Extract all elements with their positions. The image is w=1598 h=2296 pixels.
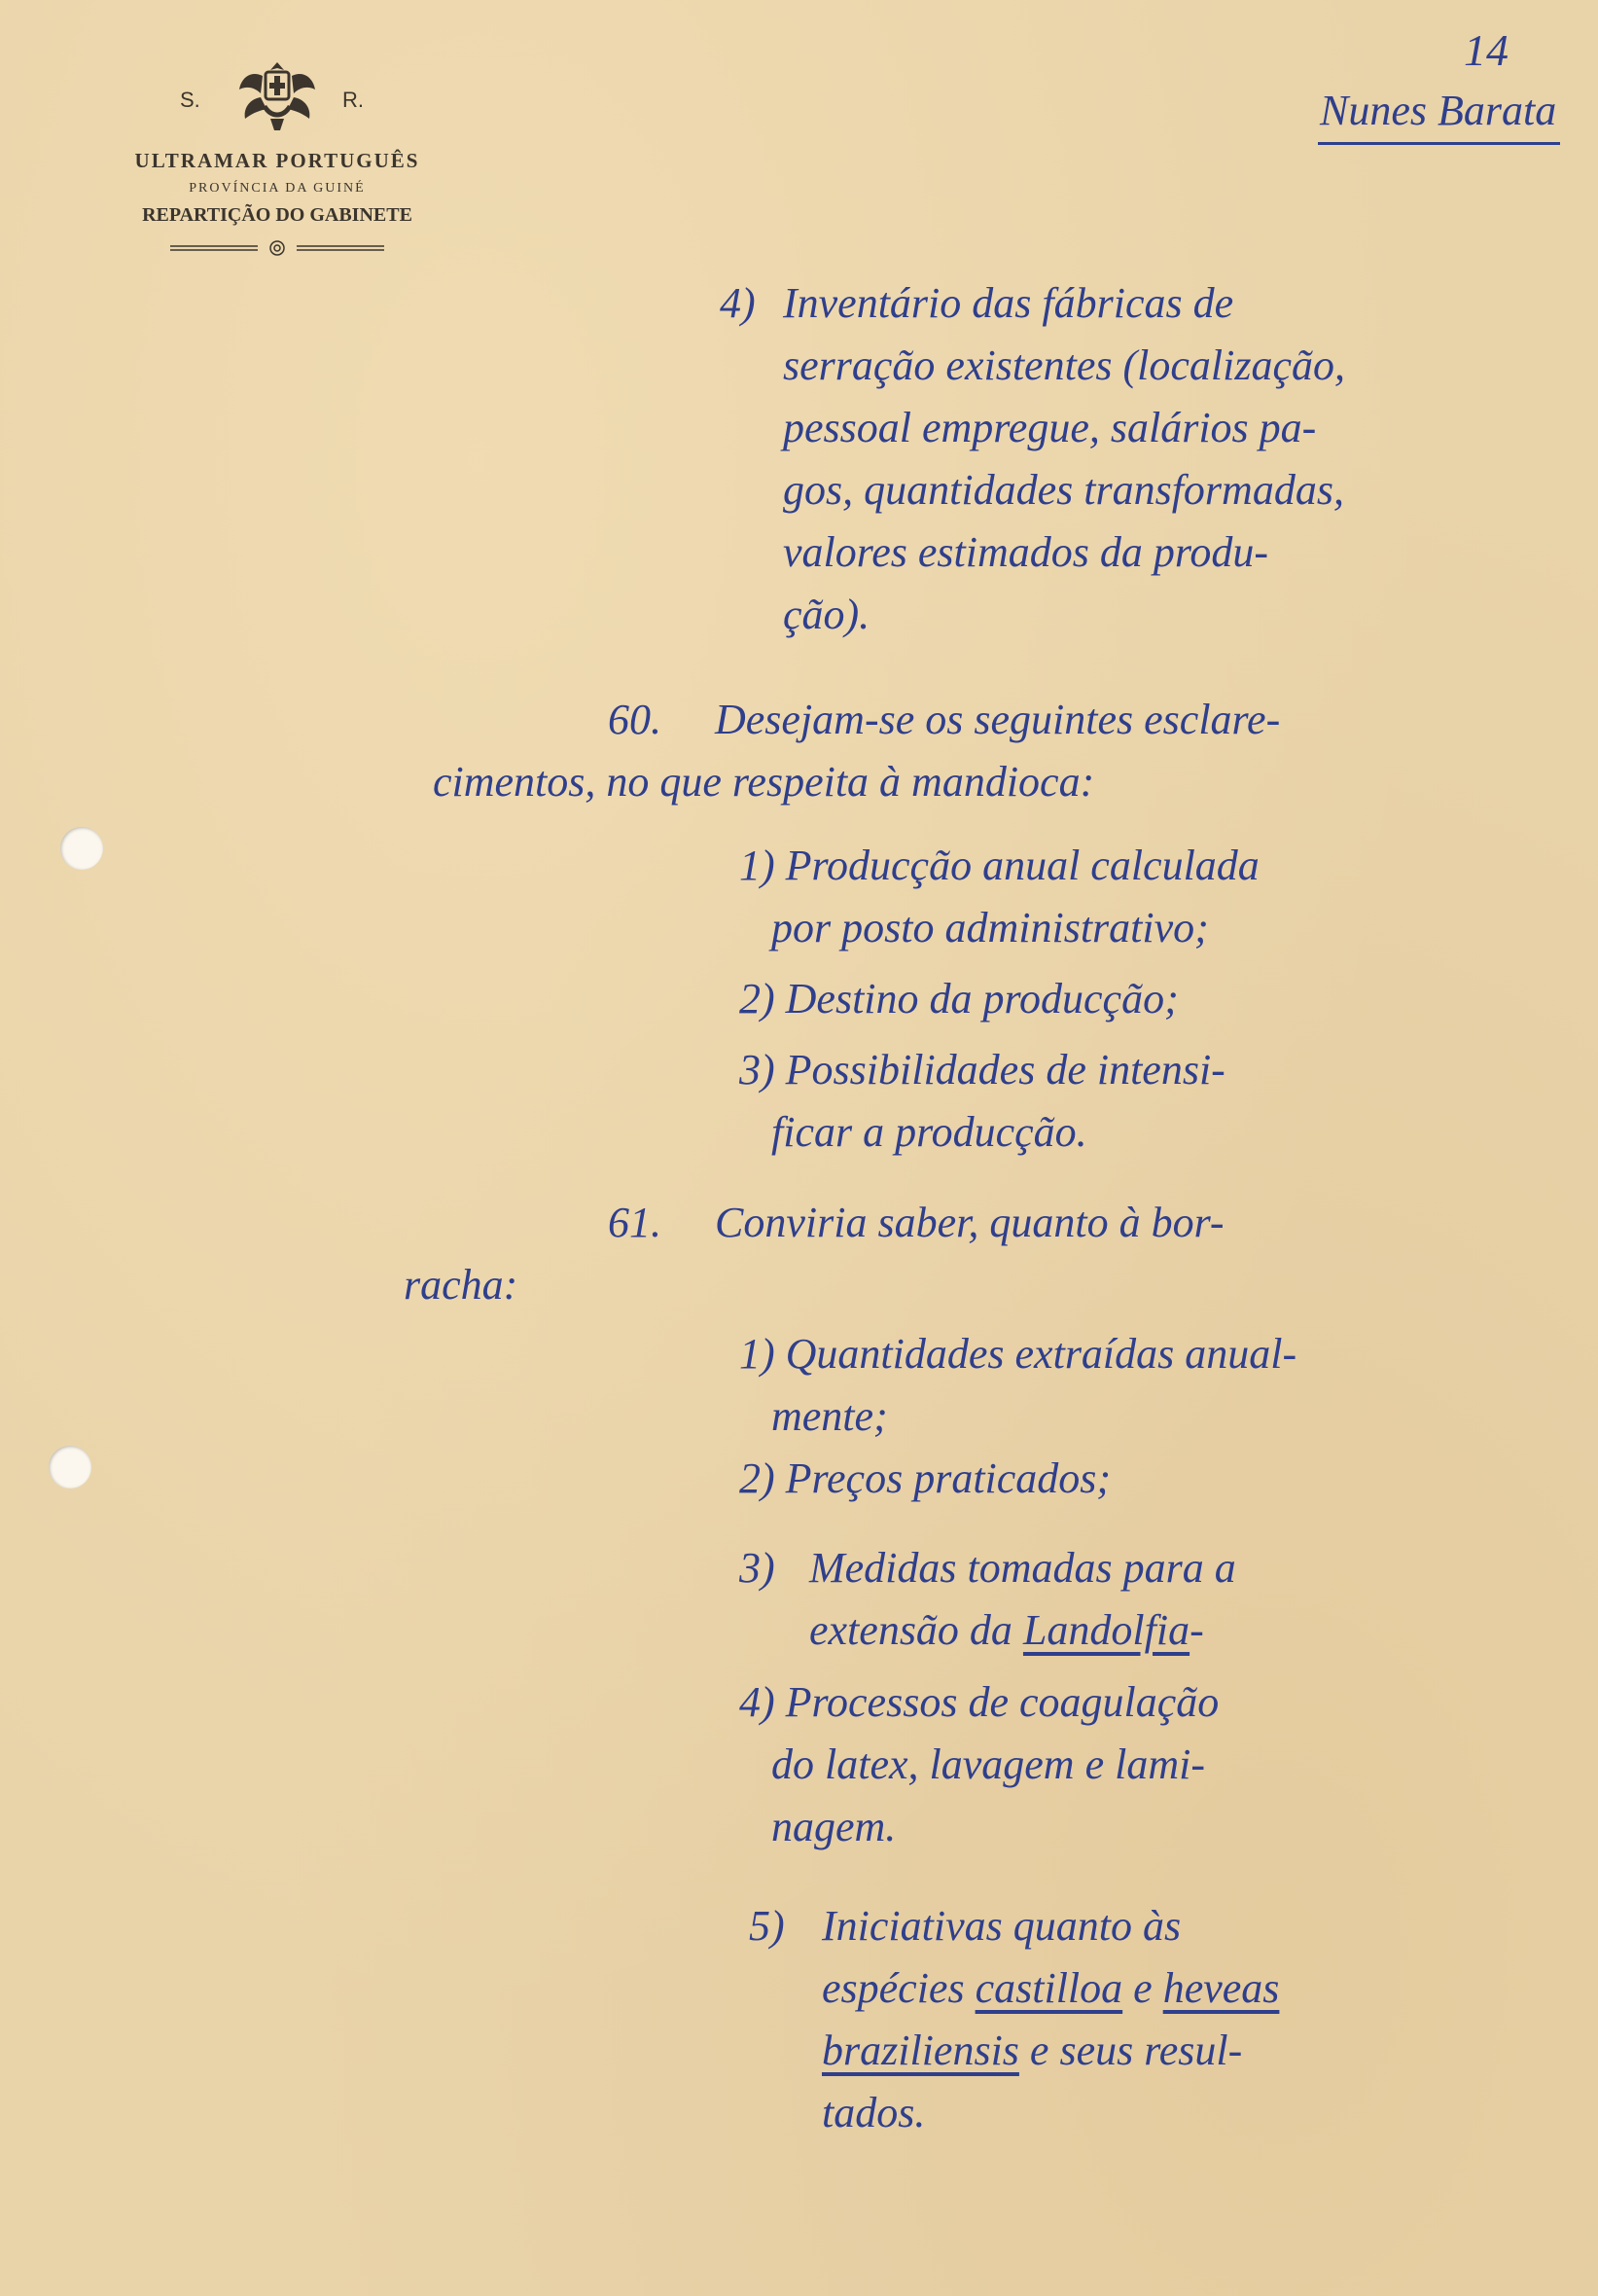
coat-of-arms-icon <box>233 58 321 136</box>
item-text: espécies <box>822 1964 965 2012</box>
item-text: e <box>1133 1964 1153 2012</box>
list-item-text <box>809 1537 1587 1662</box>
letterhead-title: ULTRAMAR PORTUGUÊS <box>134 149 420 172</box>
author-name: Nunes Barata <box>1318 82 1560 145</box>
letterhead-right-letter: R. <box>342 88 364 112</box>
item-text: tados. <box>822 2089 926 2136</box>
list-item: 2) Destino da producção; <box>739 975 1179 1022</box>
section-text: Desejam-se os seguintes esclare- cimentos, no que respeita à mandioca: <box>433 696 1281 806</box>
list-item: 4) Processos de coagulação do latex, lavagem e lami- nagem. <box>739 1678 1220 1850</box>
letterhead <box>88 58 467 261</box>
item-end: - <box>1190 1606 1204 1654</box>
species-name: heveas <box>1162 1964 1280 2012</box>
section-text: Conviria saber, quanto à bor- racha: <box>404 1199 1225 1309</box>
page-number: 14 <box>1464 25 1509 75</box>
letterhead-province: PROVÍNCIA DA GUINÉ <box>189 181 366 196</box>
section-number: 61. <box>608 1199 661 1246</box>
list-item: 1) Producção anual calculada por posto administrativo; <box>739 842 1260 951</box>
list-item: 3) Possibilidades de intensi- ficar a producção. <box>739 1046 1225 1156</box>
punch-hole <box>49 1446 91 1489</box>
list-item: 2) Preços praticados; <box>739 1454 1112 1502</box>
item-text: Inventário das fábricas de serração existentes (localização, pessoal empregue, salários pa- gos, quantidades transformadas, valores estimados da produ- ção). <box>783 279 1345 638</box>
letterhead-left-letter: S. <box>180 88 200 112</box>
species-name: braziliensis <box>822 2027 1019 2074</box>
item-number: 4) <box>720 279 756 327</box>
list-item: 1) Quantidades extraídas anual- mente; <box>739 1330 1297 1440</box>
item-text: Medidas tomadas para a extensão da <box>809 1544 1236 1654</box>
species-name: Landolfia <box>1022 1606 1190 1654</box>
crest-row <box>88 58 467 141</box>
item-text: Iniciativas quanto às <box>822 1902 1182 1950</box>
item-number: 5) <box>749 1902 785 1950</box>
ornament-divider <box>165 240 389 256</box>
list-item-text <box>822 1895 1580 2144</box>
punch-hole <box>60 827 103 870</box>
item-number: 3) <box>739 1544 775 1592</box>
item-text: e seus resul- <box>1029 2027 1243 2074</box>
species-name: castilloa <box>975 1964 1123 2012</box>
section-number: 60. <box>608 696 661 743</box>
letterhead-department: REPARTIÇÃO DO GABINETE <box>142 204 412 226</box>
